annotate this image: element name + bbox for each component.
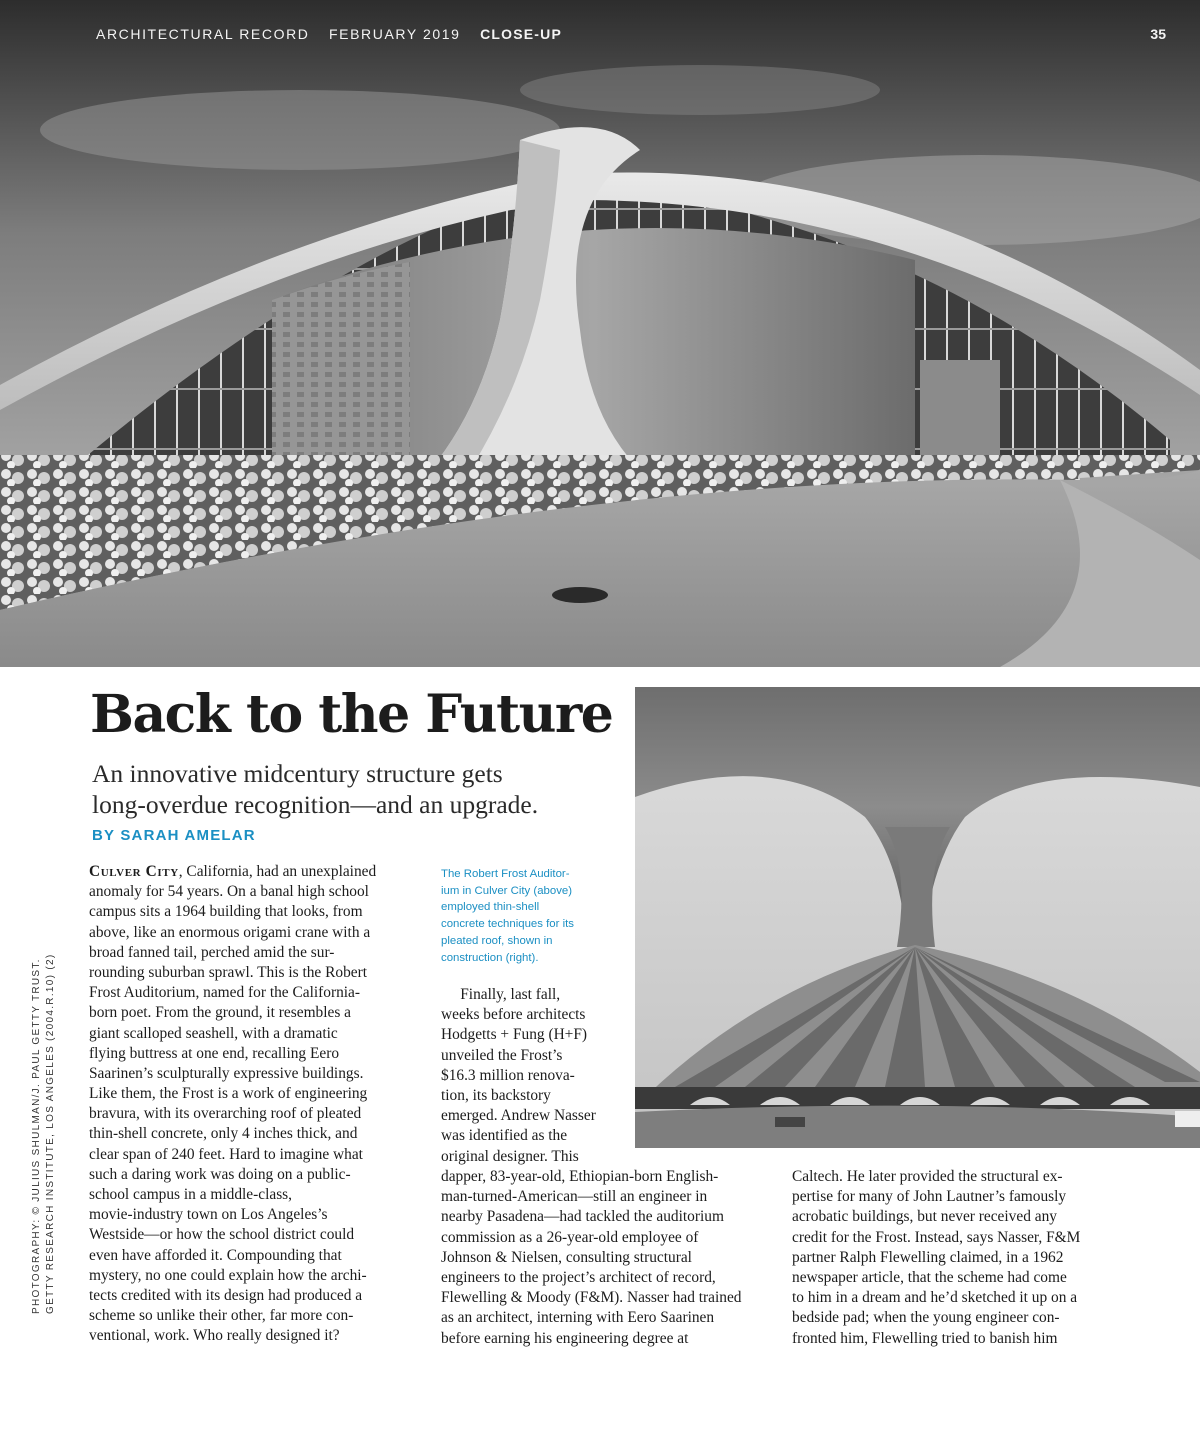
body-line: Finally, last fall, <box>441 986 561 1003</box>
caption-line: employed thin-shell <box>441 901 540 914</box>
photo-caption <box>441 866 607 966</box>
publication-name: ARCHITECTURAL RECORD <box>96 26 310 42</box>
body-line: Saarinen’s sculpturally expressive buildings. <box>89 1064 364 1082</box>
body-line: Johnson & Nielsen, consulting structural <box>441 1248 692 1266</box>
page-number: 35 <box>1150 26 1166 42</box>
body-line: born poet. From the ground, it resembles a <box>89 1004 352 1022</box>
body-line: to him in a dream and he’d sketched it up on a <box>792 1289 1078 1307</box>
body-line: flying buttress at one end, recalling Eero <box>89 1044 340 1062</box>
body-line: Caltech. He later provided the structural ex- <box>792 1168 1063 1185</box>
body-line: above, like an enormous origami crane with a <box>89 923 371 941</box>
body-line: broad fanned tail, perched amid the sur- <box>89 943 335 961</box>
construction-photo <box>635 687 1200 1148</box>
body-line: Like them, the Frost is a work of engineering <box>89 1085 368 1103</box>
body-line: emerged. Andrew Nasser <box>441 1107 596 1125</box>
body-line: campus sits a 1964 building that looks, from <box>89 903 363 921</box>
body-line: clear span of 240 feet. Hard to imagine what <box>89 1145 363 1163</box>
body-line: thin-shell concrete, only 4 inches thick, and <box>89 1125 358 1143</box>
article-dek <box>92 758 632 820</box>
lead-in: Culver City <box>89 863 179 880</box>
body-line: giant scalloped seashell, with a dramatic <box>89 1024 338 1042</box>
body-line: $16.3 million renova- <box>441 1066 575 1084</box>
body-line: tects credited with its design had produced a <box>89 1286 363 1304</box>
body-line: newspaper article, that the scheme had come <box>792 1268 1067 1286</box>
body-line: dapper, 83-year-old, Ethiopian-born English- <box>441 1168 719 1185</box>
body-line: fronted him, Flewelling tried to banish him <box>792 1329 1058 1347</box>
body-line: acrobatic buildings, but never received any <box>792 1208 1057 1226</box>
body-line: was identified as the <box>441 1127 568 1145</box>
body-line: engineers to the project’s architect of record, <box>441 1268 716 1286</box>
byline: BY SARAH AMELAR <box>92 827 256 844</box>
hero-photo-illustration <box>0 0 1200 667</box>
body-line: bravura, with its overarching roof of pleated <box>89 1105 362 1123</box>
caption-line: concrete techniques for its <box>441 918 574 931</box>
construction-photo-illustration <box>635 687 1200 1148</box>
dek-line: long-overdue recognition—and an upgrade. <box>92 790 539 819</box>
article-title: Back to the Future <box>90 684 613 745</box>
body-line: movie-industry town on Los Angeles’s <box>89 1206 328 1224</box>
body-line: such a daring work was doing on a public- <box>89 1165 351 1183</box>
body-line: partner Ralph Flewelling claimed, in a 1962 <box>792 1248 1064 1266</box>
body-line: tion, its backstory <box>441 1086 551 1104</box>
caption-line: ium in Culver City (above) <box>441 884 573 897</box>
body-column-2-wide <box>441 1167 742 1349</box>
body-line: unveiled the Frost’s <box>441 1046 563 1064</box>
body-line: rounding suburban sprawl. This is the Robert <box>89 963 368 981</box>
body-line: original designer. This <box>441 1147 579 1165</box>
body-line: before earning his engineering degree at <box>441 1329 689 1347</box>
body-line: commission as a 26-year-old employee of <box>441 1228 699 1246</box>
body-line: Flewelling & Moody (F&M). Nasser had trained <box>441 1289 742 1307</box>
body-column-1 <box>89 862 376 1347</box>
photo-credit <box>30 953 58 1314</box>
body-line: scheme so unlike their other, far more con- <box>89 1307 354 1325</box>
body-line: Frost Auditorium, named for the California- <box>89 984 360 1002</box>
body-line: bedside pad; when the young engineer con- <box>792 1309 1060 1327</box>
body-line: mystery, no one could explain how the archi- <box>89 1266 367 1284</box>
section-name: CLOSE-UP <box>480 26 563 42</box>
body-line: anomaly for 54 years. On a banal high school <box>89 883 369 901</box>
credit-line: GETTY RESEARCH INSTITUTE, LOS ANGELES (2004.R.10) (2) <box>45 953 56 1314</box>
body-line: nearby Pasadena—had tackled the auditorium <box>441 1208 724 1226</box>
hero-photo-auditorium-exterior <box>0 0 1200 667</box>
dek-line: An innovative midcentury structure gets <box>92 759 503 788</box>
body-column-3 <box>792 1167 1080 1349</box>
body-line: even have afforded it. Compounding that <box>89 1246 342 1264</box>
credit-line: PHOTOGRAPHY: © JULIUS SHULMAN/J. PAUL GETTY TRUST. <box>31 958 42 1314</box>
body-line: school campus in a middle-class, <box>89 1186 293 1203</box>
body-line: Hodgetts + Fung (H+F) <box>441 1026 588 1044</box>
body-line: Westside—or how the school district could <box>89 1226 355 1244</box>
body-column-2-narrow <box>441 985 596 1167</box>
body-line: pertise for many of John Lautner’s famously <box>792 1188 1067 1206</box>
body-line <box>89 862 376 882</box>
body-line: credit for the Frost. Instead, says Nasser, F&M <box>792 1228 1081 1246</box>
running-header <box>96 26 576 42</box>
body-line: man-turned-American—still an engineer in <box>441 1188 708 1206</box>
body-text: , California, had an unexplained <box>178 863 377 880</box>
body-line: weeks before architects <box>441 1006 586 1024</box>
caption-line: The Robert Frost Auditor- <box>441 868 570 880</box>
body-line: ventional, work. Who really designed it? <box>89 1327 340 1345</box>
caption-line: pleated roof, shown in <box>441 934 553 947</box>
body-line: as an architect, interning with Eero Saarinen <box>441 1309 715 1327</box>
issue-date: FEBRUARY 2019 <box>329 26 461 42</box>
caption-line: construction (right). <box>441 951 539 964</box>
